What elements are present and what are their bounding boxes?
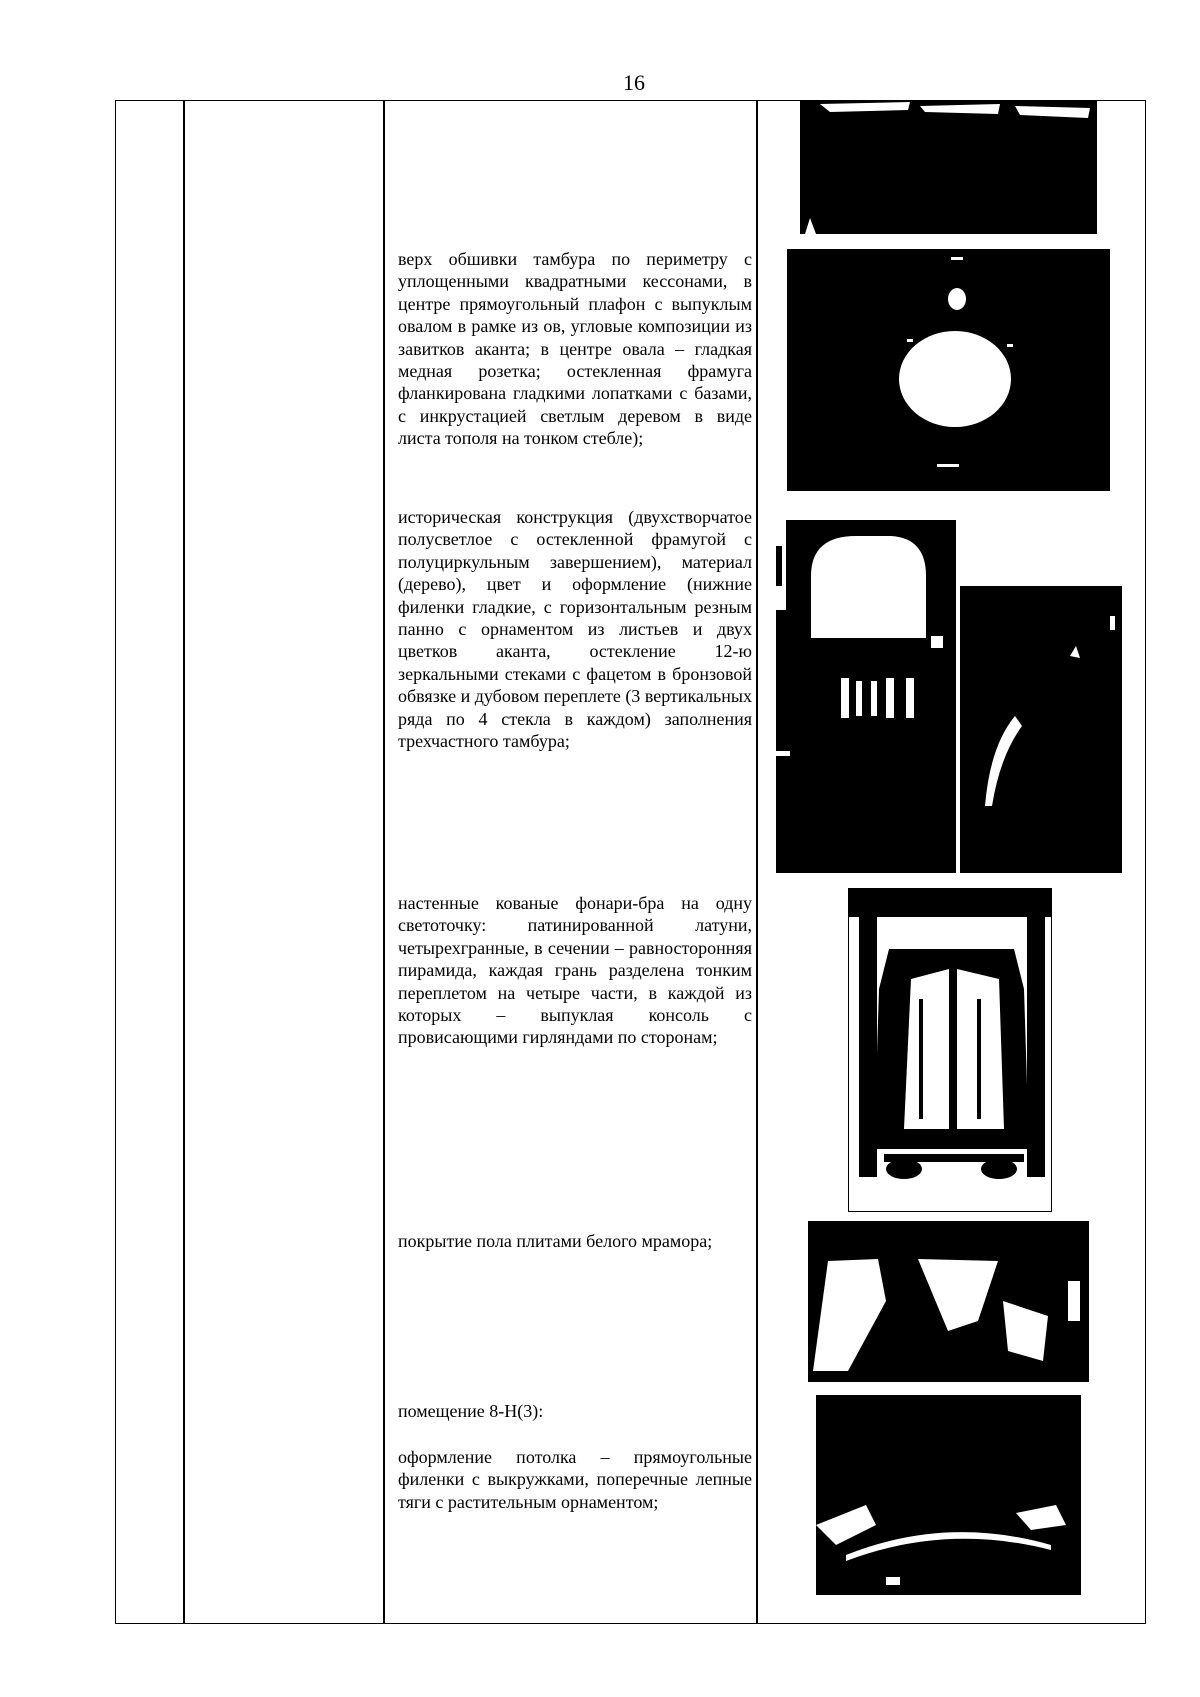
entry-room-heading-text: помещение 8-Н(3):: [398, 1401, 544, 1421]
column-divider: [183, 101, 185, 1623]
entry-room-ceiling-text: оформление потолка – прямоугольные филенки с выкружками, поперечные лепные тяги с растительным орнаментом;: [398, 1447, 752, 1512]
entry-marble-floor-text: покрытие пола плитами белого мрамора;: [398, 1231, 713, 1251]
photo-wall-lantern: [848, 888, 1052, 1212]
photo-tambour-ceiling: [787, 249, 1110, 491]
photo-room-ceiling: [816, 1395, 1081, 1595]
entry-ceiling-tambour-text: верх обшивки тамбура по периметру с уплощенными квадратными кессонами, в центре прямоугольный плафон с выпуклым овалом в рамке из ов, угловые композиции из завитков аканта; в центре овала – гладкая медная розетка; остекленная фрамуга фланкирована гладкими лопатками с базами, с инкрустацией светлым деревом в виде листа тополя на тонком стебле);: [398, 249, 752, 449]
column-divider: [756, 101, 758, 1623]
entry-wall-lanterns-text: настенные кованые фонари-бра на одну светоточку: патинированной латуни, четырехгранные, в сечении – равносторонняя пирамида, каждая грань разделена тонким переплетом на четыре части, в каждой из которых – выпуклая консоль с провисающими гирляндами по сторонам;: [398, 893, 752, 1048]
photo-door-left: [776, 506, 959, 873]
photo-door-right: [960, 586, 1122, 873]
photo-marble-floor: [808, 1221, 1089, 1382]
page-number: 16: [623, 70, 645, 95]
entry-historic-door-text: историческая конструкция (двухстворчатое полусветлое с остекленной фрамугой с полуциркульным завершением), материал (дерево), цвет и оформление (нижние филенки гладкие, с горизонтальным резным панно с орнаментом из листьев и двух цветков аканта, остекление 12-ю зеркальными стеками с фацетом в бронзовой обвязке и дубовом переплете (3 вертикальных ряда по 4 стекла в каждом) заполнения трехчастного тамбура;: [398, 507, 752, 752]
photo-ceiling-top-fragment: [800, 100, 1097, 234]
column-divider: [383, 101, 385, 1623]
